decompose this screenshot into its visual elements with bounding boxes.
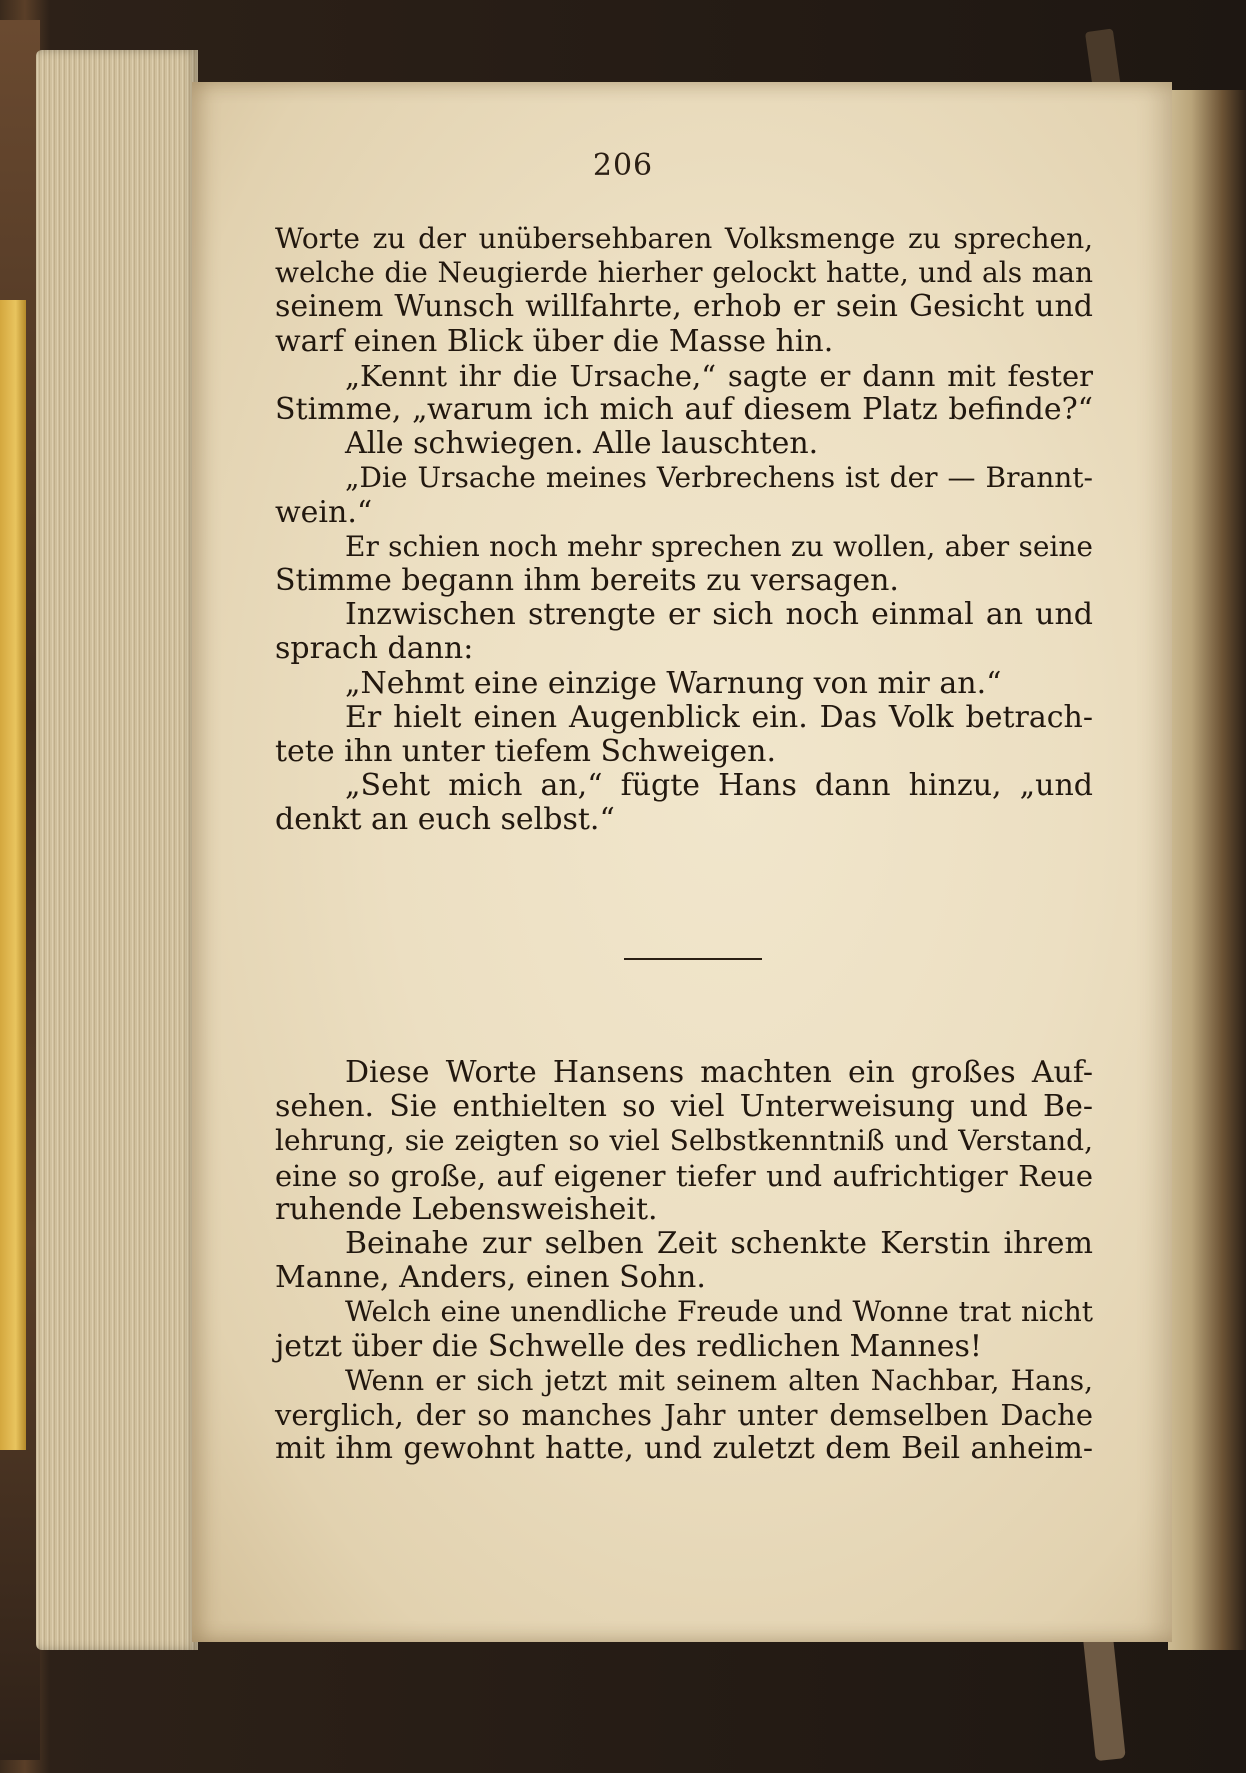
text-line: wein.“ xyxy=(275,494,373,530)
text-line: „Nehmt eine einzige Warnung von mir an.“ xyxy=(345,665,1002,701)
text-line: ruhende Lebensweisheit. xyxy=(275,1191,658,1227)
text-line: Manne, Anders, einen Sohn. xyxy=(275,1260,706,1296)
text-line: jetzt über die Schwelle des redlichen Mannes! xyxy=(275,1328,982,1364)
text-line: tete ihn unter tiefem Schweigen. xyxy=(275,734,777,770)
text-line: Wenn er sich jetzt mit seinem alten Nachbar, Hans, xyxy=(345,1363,1093,1397)
text-line: Stimme, „warum ich mich auf diesem Platz befinde?“ xyxy=(275,392,1093,428)
text-line: Worte zu der unübersehbaren Volksmenge zu sprechen, xyxy=(275,222,1093,255)
text-line: verglich, der so manches Jahr unter demselben Dache xyxy=(275,1398,1093,1433)
text-line: Er hielt einen Augenblick ein. Das Volk betrach- xyxy=(345,699,1093,735)
text-line: seinem Wunsch willfahrte, erhob er sein Gesicht und xyxy=(275,289,1093,325)
text-line: Beinahe zur selben Zeit schenkte Kerstin ihrem xyxy=(345,1226,1093,1262)
text-line: „Die Ursache meines Verbrechens ist der — Brannt- xyxy=(345,461,1093,495)
text-line: Er schien noch mehr sprechen zu wollen, aber seine xyxy=(345,529,1093,563)
page-stack-edge xyxy=(36,50,198,1650)
text-line: Welch eine unendliche Freude und Wonne trat nicht xyxy=(345,1295,1093,1329)
text-line: sehen. Sie enthielten so viel Unterweisung und Be- xyxy=(275,1089,1093,1125)
text-line: lehrung, sie zeigten so viel Selbstkenntniß und Verstand, xyxy=(275,1124,1093,1158)
text-line: welche die Neugierde hierher gelockt hatte, und als man xyxy=(275,256,1093,290)
text-block-lower xyxy=(275,1056,1093,1466)
text-line: Inzwischen strengte er sich noch einmal an und xyxy=(345,597,1093,633)
text-line: Diese Worte Hansens machten ein großes Auf- xyxy=(345,1055,1093,1090)
text-line: sprach dann: xyxy=(275,631,474,667)
page-number: 206 xyxy=(592,148,654,183)
text-line: „Kennt ihr die Ursache,“ sagte er dann mit fester xyxy=(345,358,1093,393)
text-line: warf einen Blick über die Masse hin. xyxy=(275,323,834,359)
text-line: eine so große, auf eigener tiefer und aufrichtiger Reue xyxy=(275,1158,1093,1193)
text-line: Stimme begann ihm bereits zu versagen. xyxy=(275,563,899,599)
text-line: Alle schwiegen. Alle lauschten. xyxy=(345,426,819,462)
text-line: „Seht mich an,“ fügte Hans dann hinzu, „und xyxy=(345,768,1093,804)
text-block-upper xyxy=(275,222,1093,838)
page-gutter-right xyxy=(1168,90,1246,1650)
text-line: mit ihm gewohnt hatte, und zuletzt dem Beil anheim- xyxy=(275,1431,1093,1467)
cover-label-strip xyxy=(0,300,26,1450)
text-line: denkt an euch selbst.“ xyxy=(275,802,615,838)
section-divider xyxy=(624,958,762,960)
